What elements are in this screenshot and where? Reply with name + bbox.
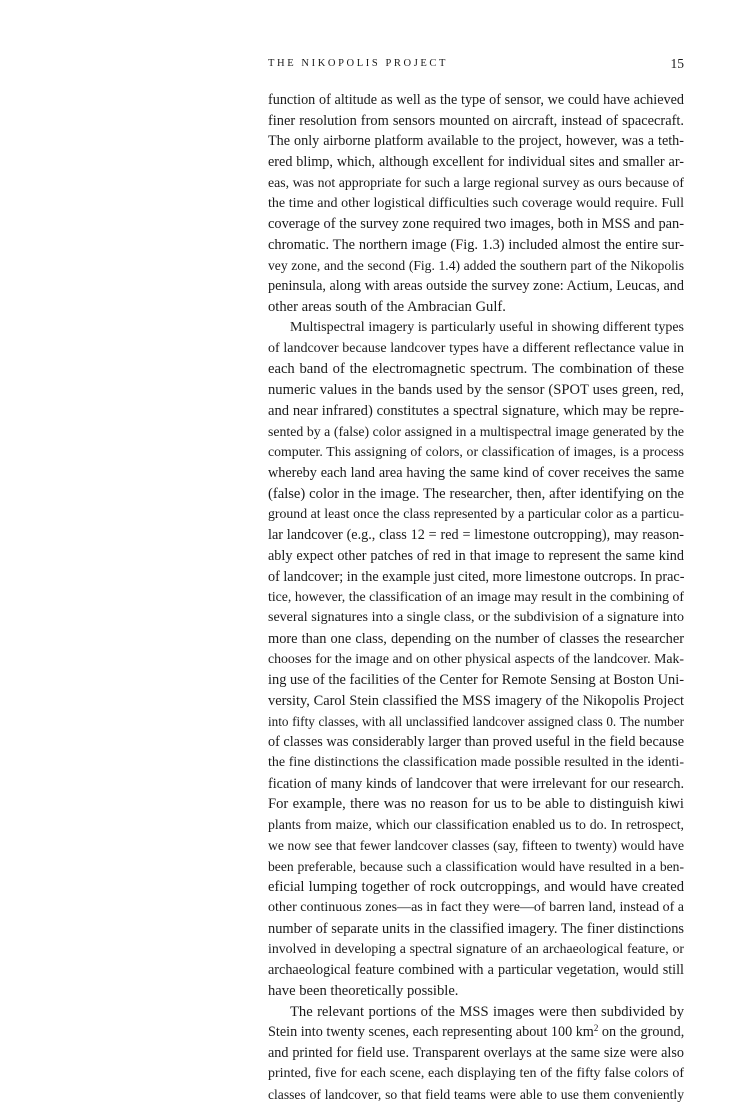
- text-line: [268, 815, 684, 836]
- text-line: [268, 898, 684, 919]
- text-line: [268, 318, 684, 339]
- text-line-content: chooses for the image and on other physical aspects of the landcover. Mak-: [268, 651, 684, 666]
- text-line: [268, 939, 684, 960]
- text-line-content: have been theoretically possible.: [268, 983, 458, 999]
- text-line-content: several signatures into a single class, or the subdivision of a signature into: [268, 610, 684, 625]
- text-line: [268, 1043, 684, 1064]
- text-line: [268, 131, 684, 152]
- text-line-content: printed, five for each scene, each displaying ten of the fifty false colors of: [268, 1066, 684, 1081]
- text-line-content: eas, was not appropriate for such a large regional survey as ours because of: [268, 175, 684, 190]
- text-line-content: more than one class, depending on the number of classes the researcher: [268, 631, 684, 647]
- text-line-content: For example, there was no reason for us to be able to distinguish kiwi: [268, 796, 684, 812]
- text-line: [268, 567, 684, 588]
- text-line: [268, 712, 684, 733]
- text-line-content: ably expect other patches of red in that image to represent the same kind: [268, 548, 684, 564]
- text-line-content: function of altitude as well as the type of sensor, we could have achieved: [268, 92, 684, 108]
- text-line: [268, 276, 684, 297]
- text-line: [268, 629, 684, 650]
- text-line: [268, 297, 684, 318]
- text-line-content: ered blimp, which, although excellent for individual sites and smaller ar-: [268, 154, 684, 170]
- text-line-content: archaeological feature combined with a particular vegetation, would still: [268, 962, 684, 978]
- text-line-content: computer. This assigning of colors, or classification of images, is a process: [268, 444, 684, 459]
- text-line: [268, 753, 684, 774]
- text-line: [268, 484, 684, 505]
- text-line: [268, 504, 684, 525]
- text-line: [268, 608, 684, 629]
- text-line-content: The relevant portions of the MSS images were then subdivided by: [290, 1004, 684, 1020]
- text-line: [268, 525, 684, 546]
- text-line: [268, 152, 684, 173]
- text-line: [268, 422, 684, 443]
- text-line-content: eficial lumping together of rock outcroppings, and would have created: [268, 879, 684, 895]
- text-line: [268, 774, 684, 795]
- text-line: [268, 463, 684, 484]
- text-line: [268, 1022, 684, 1043]
- text-line-content: vey zone, and the second (Fig. 1.4) added the southern part of the Nikopolis: [268, 258, 684, 273]
- running-head: [268, 56, 684, 72]
- text-line-content: of landcover because landcover types have a different reflectance value in: [268, 341, 684, 356]
- text-line: [268, 877, 684, 898]
- text-line-content: involved in developing a spectral signature of an archaeological feature, or: [268, 941, 684, 956]
- text-line-content: fication of many kinds of landcover that were irrelevant for our research.: [268, 776, 684, 792]
- text-line: [268, 380, 684, 401]
- text-line: [268, 111, 684, 132]
- text-line: [268, 691, 684, 712]
- text-line-content: sented by a (false) color assigned in a multispectral image generated by the: [268, 424, 684, 439]
- text-line: [268, 1002, 684, 1023]
- page-number: 15: [671, 56, 685, 72]
- text-line-content: of classes was considerably larger than proved useful in the field because: [268, 734, 684, 750]
- text-line-content: whereby each land area having the same kind of cover receives the same: [268, 465, 684, 481]
- superscript: 2: [594, 1023, 599, 1033]
- text-line-content: classes of landcover, so that field teams were able to use them conveniently: [268, 1087, 684, 1102]
- text-line-content: into fifty classes, with all unclassified landcover assigned class 0. The number: [268, 714, 684, 729]
- text-line-content: peninsula, along with areas outside the survey zone: Actium, Leucas, and: [268, 278, 684, 294]
- text-line-content: Multispectral imagery is particularly useful in showing different types: [290, 320, 684, 335]
- text-line: [268, 173, 684, 194]
- text-line-content: numeric values in the bands used by the sensor (SPOT uses green, red,: [268, 382, 684, 398]
- body-text: [268, 90, 684, 1105]
- text-line-content: the fine distinctions the classification made possible resulted in the identi-: [268, 755, 684, 770]
- running-title: THE NIKOPOLIS PROJECT: [268, 56, 448, 72]
- text-line-content: plants from maize, which our classification enabled us to do. In retrospect,: [268, 817, 684, 832]
- text-line: [268, 256, 684, 277]
- text-line: [268, 670, 684, 691]
- text-line-content: number of separate units in the classified imagery. The finer distinctions: [268, 921, 684, 937]
- text-line-content: lar landcover (e.g., class 12 = red = limestone outcropping), may reason-: [268, 527, 684, 543]
- text-line-content: versity, Carol Stein classified the MSS imagery of the Nikopolis Project: [268, 693, 684, 709]
- text-line: [268, 1064, 684, 1085]
- text-line: [268, 794, 684, 815]
- text-line-content: ing use of the facilities of the Center for Remote Sensing at Boston Uni-: [268, 672, 684, 688]
- text-line: [268, 649, 684, 670]
- text-line-content: been preferable, because such a classification would have resulted in a ben-: [268, 859, 684, 874]
- text-line-content: and printed for field use. Transparent overlays at the same size were also: [268, 1045, 684, 1061]
- text-line-content: finer resolution from sensors mounted on aircraft, instead of spacecraft.: [268, 113, 684, 129]
- text-line: [268, 919, 684, 940]
- text-line: [268, 235, 684, 256]
- text-line-content: and near infrared) constitutes a spectral signature, which may be repre-: [268, 403, 684, 419]
- text-line-content: on the ground,: [598, 1024, 684, 1040]
- text-line-content: the time and other logistical difficulties such coverage would require. Full: [268, 196, 684, 211]
- text-line: [268, 90, 684, 111]
- text-line-content: (false) color in the image. The researcher, then, after identifying on the: [268, 486, 684, 502]
- text-line: [268, 442, 684, 463]
- text-line-content: Stein into twenty scenes, each representing about 100 km: [268, 1024, 594, 1040]
- text-line-content: of landcover; in the example just cited, more limestone outcrops. In prac-: [268, 569, 684, 585]
- text-line-content: tice, however, the classification of an image may result in the combining of: [268, 589, 684, 604]
- text-line: [268, 732, 684, 753]
- text-line: [268, 981, 684, 1002]
- text-line-content: other continuous zones—as in fact they were—of barren land, instead of a: [268, 900, 684, 915]
- text-line: [268, 836, 684, 857]
- text-line-content: each band of the electromagnetic spectrum. The combination of these: [268, 361, 684, 377]
- text-line-content: chromatic. The northern image (Fig. 1.3) included almost the entire sur-: [268, 237, 684, 253]
- text-line: [268, 960, 684, 981]
- text-line: [268, 857, 684, 878]
- text-line-content: The only airborne platform available to the project, however, was a teth-: [268, 133, 684, 149]
- text-line-content: coverage of the survey zone required two images, both in MSS and pan-: [268, 216, 684, 232]
- text-line: [268, 546, 684, 567]
- text-line-content: other areas south of the Ambracian Gulf.: [268, 299, 506, 315]
- text-line: [268, 401, 684, 422]
- text-line: [268, 339, 684, 360]
- text-line: [268, 587, 684, 608]
- text-line: [268, 214, 684, 235]
- text-line: [268, 1085, 684, 1105]
- text-line-content: ground at least once the class represented by a particular color as a particu-: [268, 506, 684, 521]
- text-line: [268, 359, 684, 380]
- text-line: [268, 194, 684, 215]
- text-line-content: we now see that fewer landcover classes (say, fifteen to twenty) would have: [268, 838, 684, 853]
